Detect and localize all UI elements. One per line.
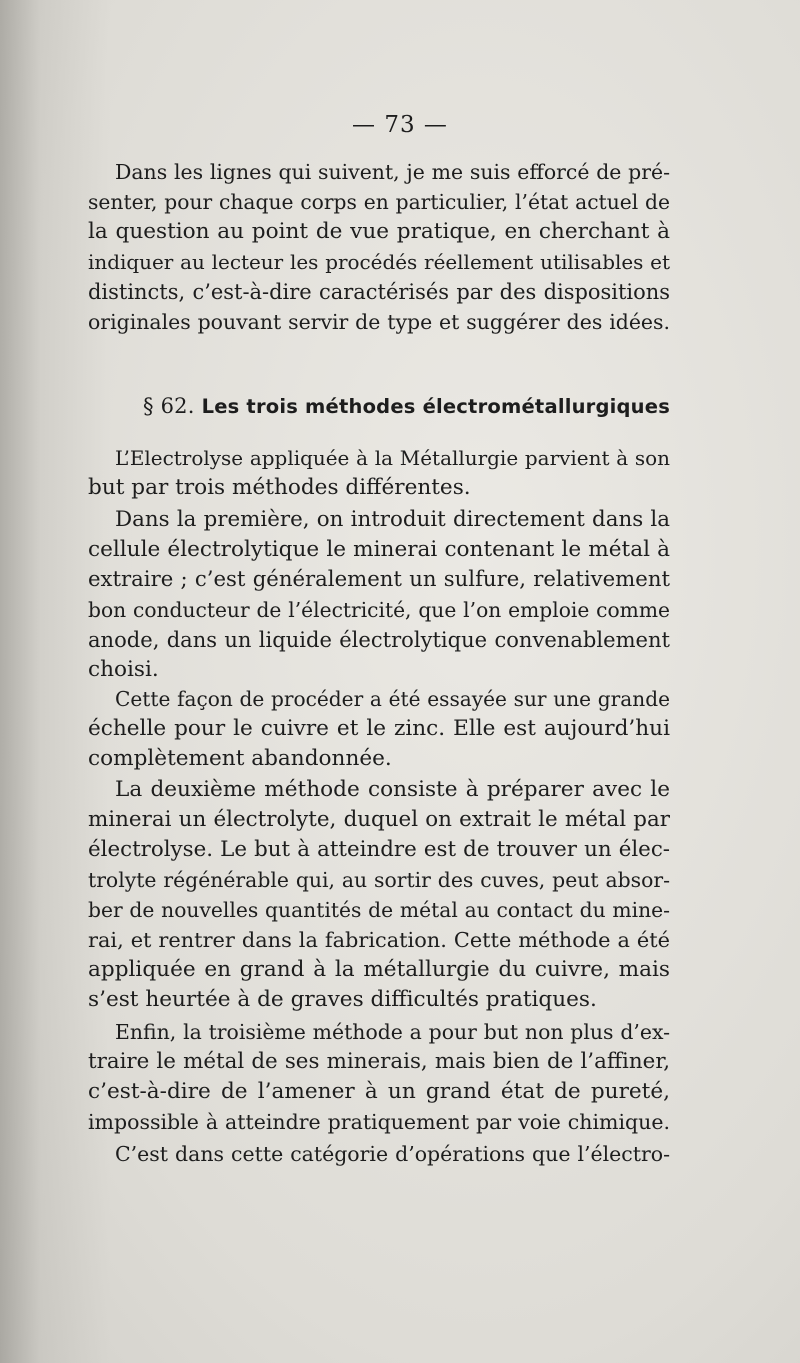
text-line: indiquer au lecteur les procédés réellement utilisables et bbox=[88, 250, 670, 274]
text-line: Dans la première, on introduit directement dans la bbox=[115, 507, 670, 532]
text-line: Enfin, la troisième méthode a pour but non plus d’ex- bbox=[115, 1020, 670, 1044]
text-line: appliquée en grand à la métallurgie du cuivre, mais bbox=[88, 957, 670, 982]
text-line: L’Electrolyse appliquée à la Métallurgie parvient à son bbox=[115, 446, 670, 470]
text-line: Dans les lignes qui suivent, je me suis efforcé de pré- bbox=[115, 160, 670, 184]
text-line: La deuxième méthode consiste à préparer avec le bbox=[115, 777, 670, 802]
section-title: Les trois méthodes électrométallurgiques bbox=[201, 395, 670, 418]
text-line: rai, et rentrer dans la fabrication. Cette méthode a été bbox=[88, 928, 670, 952]
text-line: Cette façon de procéder a été essayée sur une grande bbox=[115, 687, 670, 711]
text-line: extraire ; c’est généralement un sulfure, relativement bbox=[88, 567, 670, 592]
text-line: anode, dans un liquide électrolytique convenablement bbox=[88, 627, 670, 652]
paragraph-electrolyse bbox=[88, 443, 670, 503]
paragraph-deuxieme-methode bbox=[88, 775, 670, 1015]
text-line: senter, pour chaque corps en particulier, l’état actuel de bbox=[88, 190, 670, 214]
text-line: la question au point de vue pratique, en cherchant à bbox=[88, 219, 670, 244]
text-line: choisi. bbox=[88, 657, 159, 682]
section-heading bbox=[88, 394, 670, 418]
text-line: traire le métal de ses minerais, mais bien de l’affiner, bbox=[88, 1049, 670, 1074]
text-line: c’est-à-dire de l’amener à un grand état de pureté, bbox=[88, 1079, 670, 1104]
page-number: — 73 — bbox=[352, 112, 448, 138]
text-line: C’est dans cette catégorie d’opérations que l’électro- bbox=[115, 1142, 670, 1166]
paragraph-troisieme-methode bbox=[88, 1017, 670, 1137]
text-line: électrolyse. Le but à atteindre est de trouver un élec- bbox=[88, 837, 670, 862]
text-line: échelle pour le cuivre et le zinc. Elle est aujourd’hui bbox=[88, 716, 670, 741]
text-line: originales pouvant servir de type et suggérer des idées. bbox=[88, 310, 670, 334]
paragraph-premiere-methode bbox=[88, 505, 670, 685]
text-line: minerai un électrolyte, duquel on extrait le métal par bbox=[88, 807, 670, 832]
text-line: ber de nouvelles quantités de métal au contact du mine- bbox=[88, 898, 670, 922]
text-line: but par trois méthodes différentes. bbox=[88, 475, 471, 500]
text-line: impossible à atteindre pratiquement par voie chimique. bbox=[88, 1110, 670, 1134]
text-line: trolyte régénérable qui, au sortir des cuves, peut absor- bbox=[88, 868, 670, 892]
text-line: complètement abandonnée. bbox=[88, 746, 392, 771]
text-line: distincts, c’est-à-dire caractérisés par des dispositions bbox=[88, 280, 670, 304]
text-line: bon conducteur de l’électricité, que l’on emploie comme bbox=[88, 598, 670, 622]
paragraph-intro bbox=[88, 157, 670, 337]
paragraph-facon-proceder bbox=[88, 684, 670, 774]
paragraph-categorie bbox=[88, 1139, 670, 1169]
text-line: cellule électrolytique le minerai contenant le métal à bbox=[88, 537, 670, 562]
text-line: s’est heurtée à de graves difficultés pratiques. bbox=[88, 987, 597, 1012]
section-number: § 62. bbox=[143, 394, 195, 418]
